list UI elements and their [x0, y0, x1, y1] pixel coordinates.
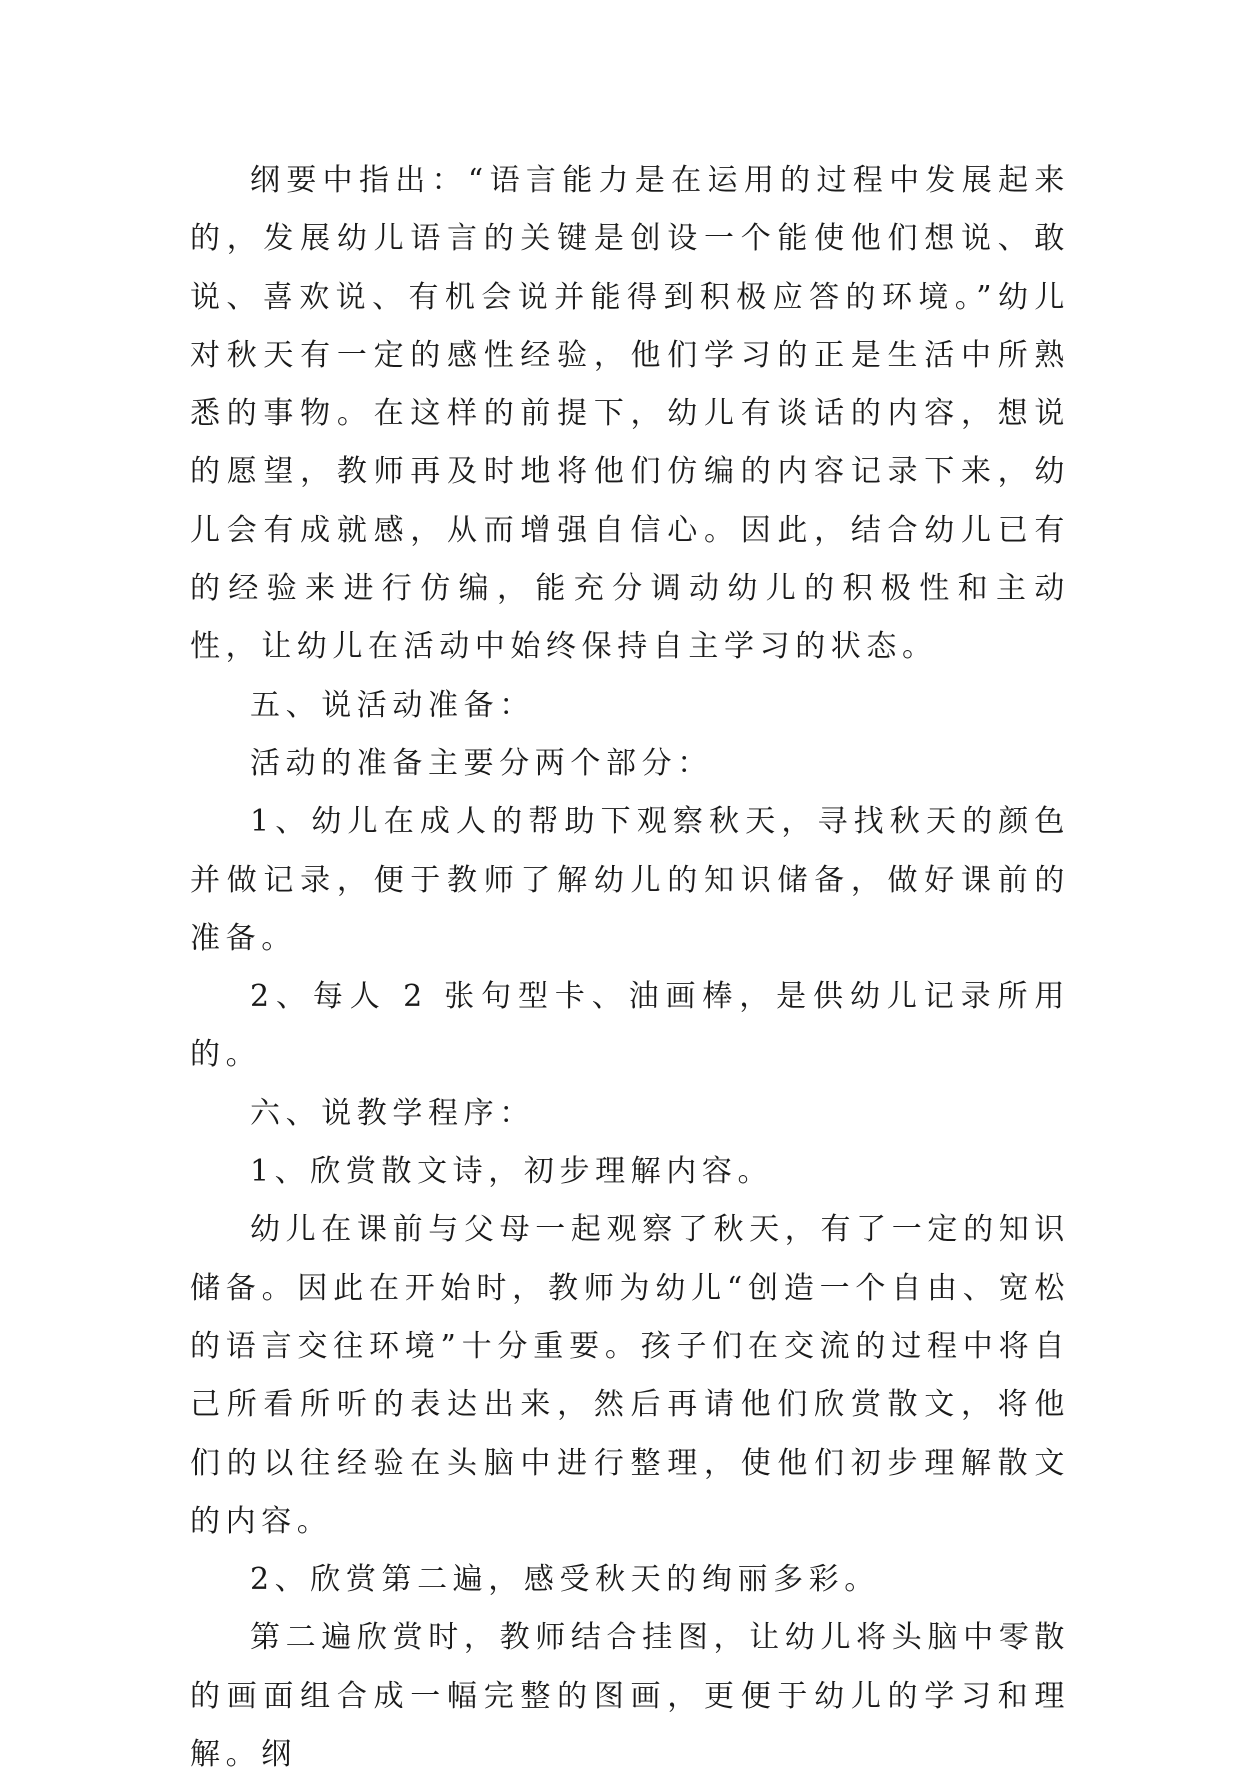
paragraph-preparation-intro: 活动的准备主要分两个部分： [250, 745, 713, 781]
paragraph-procedure-step-1: 1、欣赏散文诗，初步理解内容。 [250, 1154, 774, 1190]
paragraph-procedure-step-1-detail: 幼儿在课前与父母一起观察了秋天，有了一定的知识储备。因此在开始时，教师为幼儿“创造一个自由、宽松的语言交往环境”十分重要。孩子们在交流的过程中将自己所看所听的表达出来，然后再请他们欣赏散文，将他们的以往经验在头脑中进行整理，使他们初步理解散文的内容。 [190, 1212, 1070, 1539]
paragraph-procedure-step-2-detail: 第二遍欣赏时，教师结合挂图，让幼儿将头脑中零散的画面组合成一幅完整的图画，更便于幼儿的学习和理解。纲 [190, 1620, 1070, 1773]
paragraph-outline-quote: 纲要中指出：“语言能力是在运用的过程中发展起来的，发展幼儿语言的关键是创设一个能使他们想说、敢说、喜欢说、有机会说并能得到积极应答的环境。”幼儿对秋天有一定的感性经验，他们学习的正是生活中所熟悉的事物。在这样的前提下，幼儿有谈话的内容，想说的愿望，教师再及时地将他们仿编的内容记录下来，幼儿会有成就感，从而增强自信心。因此，结合幼儿已有的经验来进行仿编，能充分调动幼儿的积极性和主动性，让幼儿在活动中始终保持自主学习的状态。 [190, 163, 1070, 665]
heading-teaching-procedure: 六、说教学程序： [250, 1095, 535, 1131]
paragraph-procedure-step-2: 2、欣赏第二遍，感受秋天的绚丽多彩。 [250, 1562, 880, 1598]
heading-activity-preparation: 五、说活动准备： [250, 687, 535, 723]
document-body [190, 152, 1070, 1784]
paragraph-preparation-item-2: 2、每人 2 张句型卡、油画棒，是供幼儿记录所用的。 [190, 979, 1070, 1073]
paragraph-preparation-item-1: 1、幼儿在成人的帮助下观察秋天，寻找秋天的颜色并做记录，便于教师了解幼儿的知识储备，做好课前的准备。 [190, 804, 1070, 956]
